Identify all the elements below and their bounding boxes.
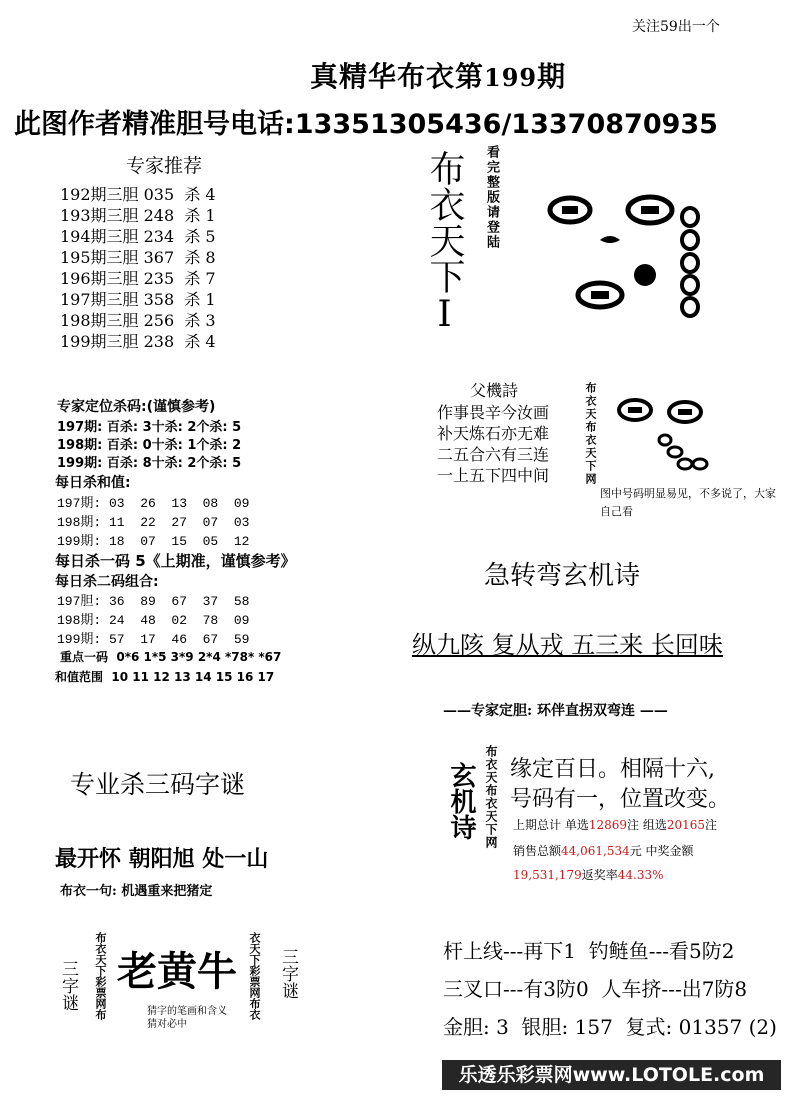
sum-kill-title: 每日杀和值: [55, 475, 131, 491]
expert-kill-title: 专家定位杀码:(谨慎参考) [57, 399, 216, 415]
buyi-quote: 布衣一句: 机遇重来把猪定 [60, 884, 213, 899]
stat-value: 19,531,179 [513, 868, 582, 882]
prediction-row: 196期三胆 235 杀 7 [60, 269, 216, 288]
prediction-row: 195期三胆 367 杀 8 [60, 248, 216, 267]
title-text: 真精华布衣第 [310, 60, 485, 93]
tip-line: 金胆: 3 银胆: 157 复式: 01357 (2) [443, 1015, 777, 1039]
poem-line: 二五合六有三连 [437, 445, 550, 464]
buyi-panel-side: 看完整版请登陆 [484, 145, 499, 250]
sum-kill-row: 197期: 03 26 13 08 09 [57, 496, 250, 511]
poem-line: 一上五下四中间 [437, 466, 550, 485]
kill-riddle-title: 专业杀三码字谜 [70, 770, 246, 799]
riddle-label-right: 三字谜 [278, 948, 298, 999]
expert-dan-line: ——专家定胆: 环伴直拐双弯连 —— [443, 703, 668, 719]
ox-riddle-hint: 猜字的笔画和含义 猜对必中 [147, 1006, 227, 1030]
coins-picture-small [610, 392, 720, 477]
buyi-panel-title: 布衣天下I [424, 150, 465, 335]
position-kill-row: 197期: 百杀: 3十杀: 2个杀: 5 [57, 420, 242, 435]
position-kill-row: 198期: 百杀: 0十杀: 1个杀: 2 [57, 438, 242, 453]
page-title [310, 55, 566, 95]
site-footer-banner: 乐透乐彩票网www.LOTOLE.com [442, 1060, 781, 1090]
sum-range: 和值范围 10 11 12 13 14 15 16 17 [55, 670, 275, 684]
prediction-row: 192期三胆 035 杀 4 [60, 185, 216, 204]
stat-text: 返奖率 [581, 868, 618, 882]
stat-value: 12869 [588, 818, 628, 832]
xuanji-line: 缘定百日。相隔十六, [510, 757, 715, 782]
riddle-label-left: 三字谜 [58, 960, 78, 1011]
stat-text: 注 组选 [627, 818, 667, 832]
tip-line: 杆上线---再下1 钓鲢鱼---看5防2 [443, 939, 735, 963]
stat-line [513, 816, 717, 833]
position-kill-row: 199期: 百杀: 8十杀: 2个杀: 5 [57, 456, 242, 471]
stat-value: 20165 [666, 818, 706, 832]
expert-recommend-title: 专家推荐 [126, 155, 203, 177]
poem-line: 补天炼石亦无难 [437, 424, 550, 443]
issue-number: 199 [484, 63, 538, 92]
stat-value: 44.33% [617, 868, 664, 882]
tip-line: 三叉口---有3防0 人车挤---出7防8 [443, 977, 748, 1001]
stat-text: 销售总额 [513, 844, 562, 858]
prediction-row: 194期三胆 234 杀 5 [60, 227, 216, 246]
prediction-row: 197期三胆 358 杀 1 [60, 290, 216, 309]
poem-note: 图中号码明显易见，不多说了，大家自己看 [600, 487, 776, 518]
xuanji-line: 号码有一，位置改变。 [510, 787, 731, 812]
poem-side: 布衣天布衣天下网 [584, 382, 597, 486]
key-code: 重点一码 0*6 1*5 3*9 2*4 *78* *67 [60, 650, 282, 664]
urgent-poem-title: 急转弯玄机诗 [484, 561, 641, 591]
issue-suffix: 期 [537, 60, 567, 93]
urgent-poem-line: 纵九陔 复从戎 五三来 长回味 [412, 631, 723, 659]
sum-kill-row: 198期: 11 22 27 07 03 [57, 515, 250, 530]
two-code-row: 198期: 24 48 02 78 09 [57, 613, 250, 628]
ox-riddle-title: 老黄牛 [117, 948, 237, 995]
phone-banner: 此图作者精准胆号电话:13351305436/13370870935 [14, 109, 718, 140]
coins-picture [540, 185, 710, 325]
stat-text: 元 中奖金额 [629, 844, 694, 858]
kill-riddle-words: 最开怀 朝阳旭 处一山 [55, 846, 269, 872]
stat-line [513, 866, 664, 883]
top-note: 关注59出一个 [632, 19, 720, 35]
stat-line [513, 842, 694, 859]
stat-text: 注 [705, 818, 718, 832]
xuanji-title: 玄机诗 [446, 762, 476, 840]
two-code-row: 197胆: 36 89 67 37 58 [57, 594, 250, 609]
watermark-vertical-left: 布衣天下彩票网布 [94, 932, 107, 1020]
poem-line: 作事畏辛今汝画 [437, 403, 550, 422]
poem-title: 父機詩 [470, 381, 519, 400]
stat-text: 上期总计 单选 [513, 818, 589, 832]
prediction-row: 193期三胆 248 杀 1 [60, 206, 216, 225]
xuanji-side: 布衣天布衣天下网 [484, 745, 498, 849]
two-code-title: 每日杀二码组合: [55, 574, 159, 590]
sum-kill-row: 199期: 18 07 15 05 12 [57, 534, 250, 549]
prediction-row: 199期三胆 238 杀 4 [60, 332, 216, 351]
stat-value: 44,061,534 [561, 844, 630, 858]
watermark-vertical-right: 衣天下彩票网布衣 [248, 932, 261, 1020]
prediction-row: 198期三胆 256 杀 3 [60, 311, 216, 330]
two-code-row: 199期: 57 17 46 67 59 [57, 632, 250, 647]
one-code-kill: 每日杀一码 5《上期准，谨慎参考》 [55, 552, 296, 570]
